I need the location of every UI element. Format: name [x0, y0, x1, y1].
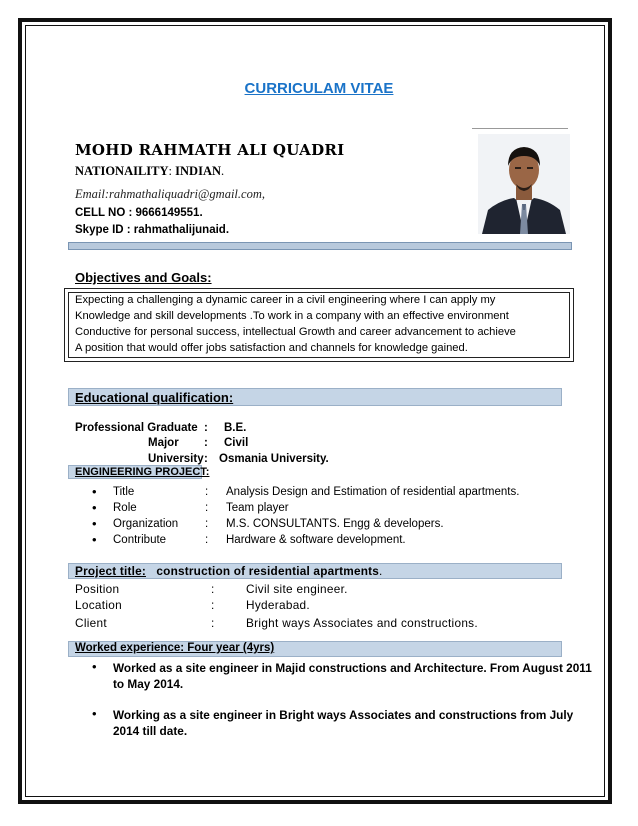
- project-item-sep: :: [205, 486, 209, 498]
- edu-label: University: [148, 453, 204, 465]
- project-item-label: Role: [113, 502, 137, 514]
- education-heading: Educational qualification:: [75, 390, 234, 405]
- project-item-sep: :: [205, 502, 209, 514]
- project-detail-label: Position: [75, 582, 120, 596]
- nationality-value: INDIAN: [175, 164, 221, 178]
- edu-value: Civil: [224, 437, 249, 449]
- project-item-sep: :: [205, 534, 209, 546]
- project-title-value: construction of residential apartments: [156, 564, 380, 578]
- project-item-label: Contribute: [113, 534, 167, 546]
- edu-value: Osmania University.: [219, 453, 329, 465]
- project-detail-sep: :: [211, 598, 215, 612]
- project-detail-sep: :: [211, 616, 215, 630]
- project-detail-sep: :: [211, 582, 215, 596]
- bullet-icon: •: [92, 484, 97, 499]
- photo-rule: [472, 128, 568, 129]
- engineering-project-heading: ENGINEERING PROJECT:: [75, 466, 210, 478]
- edu-label: Major: [148, 437, 179, 449]
- bullet-icon: •: [92, 659, 97, 674]
- project-item-label: Organization: [113, 518, 179, 530]
- email-line: Email:rahmathaliquadri@gmail.com,: [75, 187, 265, 201]
- nationality-line: NATIONAILITY: INDIAN.: [75, 164, 225, 178]
- edu-value: B.E.: [224, 422, 247, 434]
- objectives-line: A position that would offer jobs satisfaction and channels for knowledge gained.: [75, 342, 468, 354]
- bullet-icon: •: [92, 516, 97, 531]
- objectives-line: Conductive for personal success, intellectual Growth and career advancement to achieve: [75, 326, 516, 338]
- project-detail-value: Bright ways Associates and constructions.: [246, 616, 478, 630]
- cell-number: CELL NO : 9666149551.: [75, 207, 203, 219]
- bullet-icon: •: [92, 706, 97, 721]
- document-title: CURRICULAM VITAE: [244, 80, 394, 97]
- bullet-icon: •: [92, 500, 97, 515]
- project-title-dot: .: [379, 564, 383, 578]
- project-detail-value: Civil site engineer.: [246, 582, 348, 596]
- project-item-value: Analysis Design and Estimation of residential apartments.: [226, 486, 520, 498]
- edu-sep: :: [204, 422, 208, 434]
- header-separator: [68, 242, 572, 250]
- objectives-line: Expecting a challenging a dynamic career in a civil engineering where I can apply my: [75, 294, 496, 306]
- project-detail-label: Location: [75, 598, 123, 612]
- objectives-heading: Objectives and Goals:: [75, 270, 212, 285]
- project-item-sep: :: [205, 518, 209, 530]
- experience-heading: Worked experience: Four year (4yrs): [75, 642, 275, 654]
- bullet-icon: •: [92, 532, 97, 547]
- experience-item-line: 2014 till date.: [113, 724, 188, 738]
- project-detail-value: Hyderabad.: [246, 598, 310, 612]
- experience-item-line: Working as a site engineer in Bright ways Associates and constructions from July: [113, 708, 574, 722]
- project-title-line: [75, 564, 383, 578]
- candidate-name: MOHD RAHMATH ALI QUADRI: [75, 141, 345, 159]
- experience-item-line: to May 2014.: [113, 677, 184, 691]
- project-title-label: Project title:: [75, 564, 146, 578]
- project-item-value: M.S. CONSULTANTS. Engg & developers.: [226, 518, 444, 530]
- project-detail-label: Client: [75, 616, 107, 630]
- skype-id: Skype ID : rahmathalijunaid.: [75, 224, 230, 236]
- edu-sep: :: [204, 437, 208, 449]
- project-item-value: Team player: [226, 502, 289, 514]
- project-item-label: Title: [113, 486, 135, 498]
- nationality-label: NATIONAILITY: [75, 164, 169, 178]
- profile-photo: [478, 134, 570, 234]
- edu-label: Professional Graduate: [75, 422, 198, 434]
- edu-sep: :: [204, 453, 208, 465]
- experience-item-line: Worked as a site engineer in Majid constructions and Architecture. From August 2011: [113, 661, 592, 675]
- project-item-value: Hardware & software development.: [226, 534, 406, 546]
- objectives-line: Knowledge and skill developments .To work in a company with an effective environment: [75, 310, 509, 322]
